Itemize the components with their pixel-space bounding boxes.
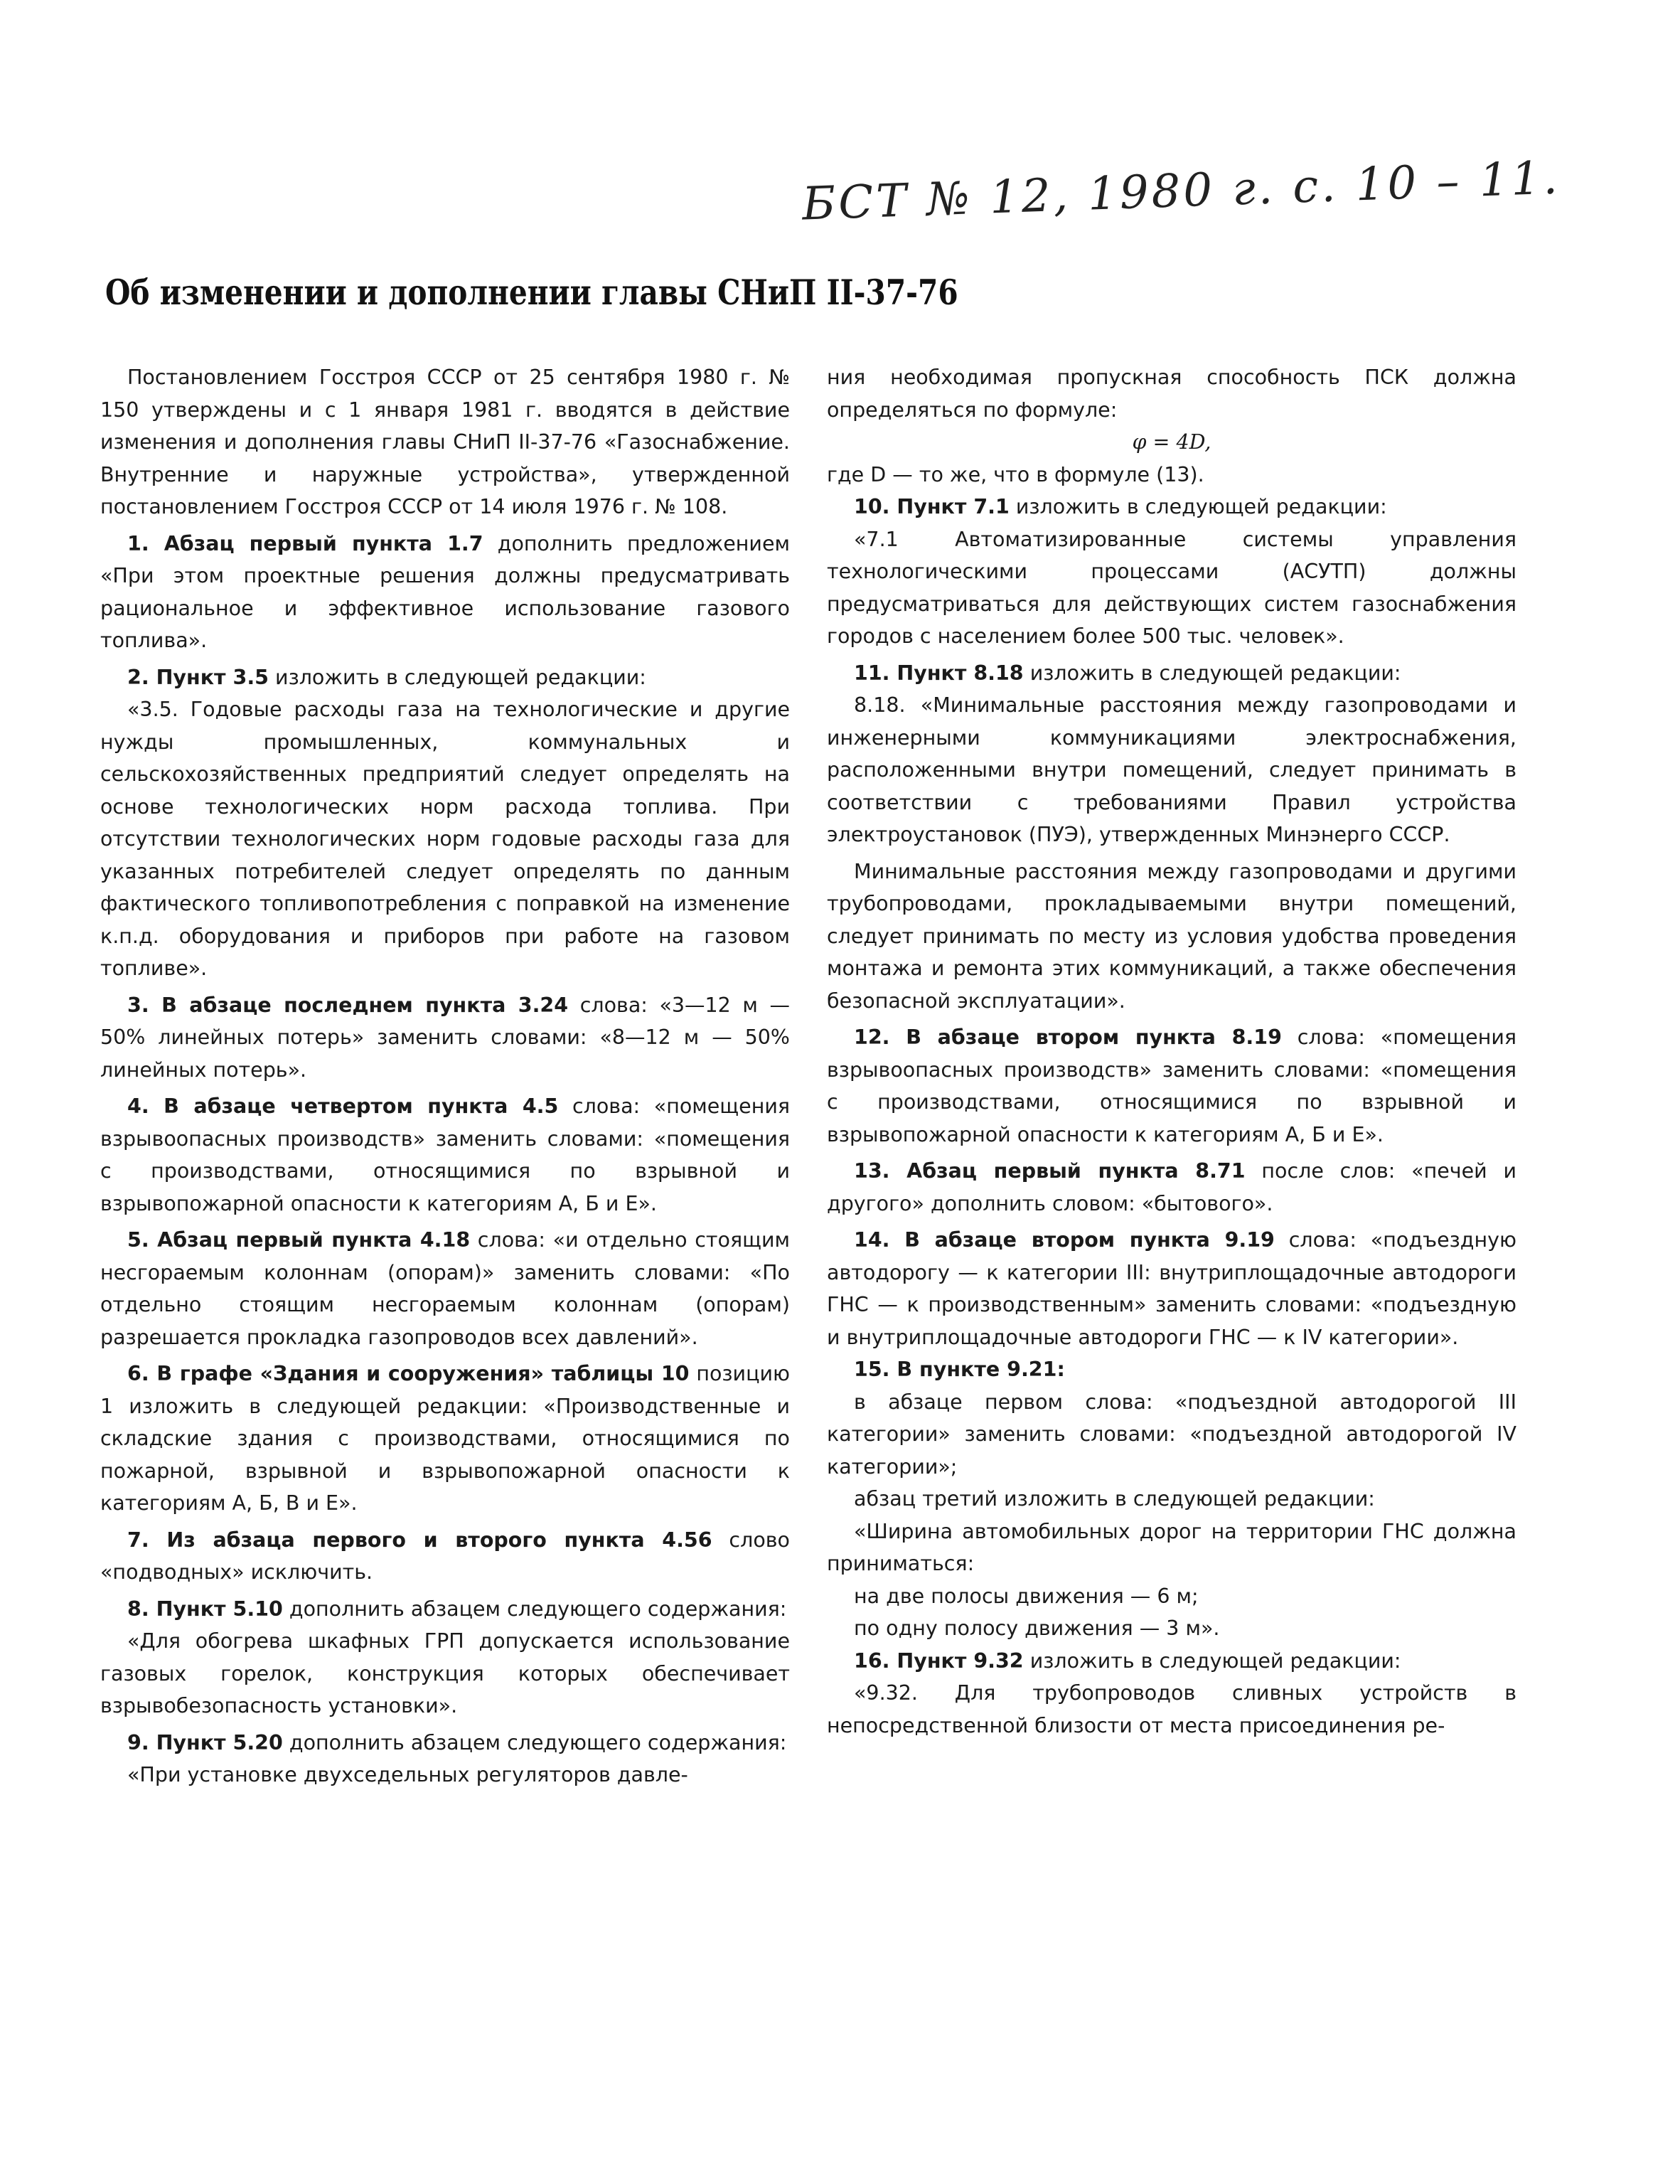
item-11-quote: 8.18. «Минимальные расстояния между газопроводами и инженерными коммуникациями электроснабжения, расположенными внутри помещений, следует принимать в соответствии с требованиями Правил устройства электроустановок (ПУЭ), утвержденных Минэнерго СССР. bbox=[827, 693, 1516, 846]
item-2-quote: «3.5. Годовые расходы газа на технологические и другие нужды промышленных, коммунальных и сельскохозяйственных предприятий следует определять на основе технологических норм расхода топлива. При отсутствии технологических норм годовые расходы газа для указанных потребителей следует определять по данным фактического топливопотребления с поправкой на изменение к.п.д. оборудования и приборов при работе на газовом топливе». bbox=[100, 698, 790, 980]
formula-where: где D — то же, что в формуле (13). bbox=[827, 462, 1204, 486]
item-9-quote: «При установке двухседельных регуляторов давле- bbox=[127, 1763, 688, 1786]
formula: φ = 4D, bbox=[1132, 430, 1211, 454]
item-4 bbox=[100, 1090, 790, 1220]
item-11-text: изложить в следующей редакции: bbox=[1023, 661, 1401, 685]
item-15-heading: 15. В пункте 9.21: bbox=[854, 1358, 1065, 1381]
item-14-heading: 14. В абзаце втором пункта 9.19 bbox=[854, 1228, 1275, 1252]
item-16 bbox=[827, 1645, 1516, 1678]
item-13-text: после слов: «печей и другого» дополнить словом: «бытового». bbox=[827, 1159, 1516, 1215]
handwritten-reference-note: БСТ № 12, 1980 г. с. 10 – 11. bbox=[801, 151, 1561, 231]
item-7-text: слово «подводных» исключить. bbox=[100, 1528, 790, 1584]
item-3-heading: 3. В абзаце последнем пункта 3.24 bbox=[127, 993, 569, 1017]
document-title: Об изменении и дополнении главы СНиП II-37-76 bbox=[105, 272, 958, 313]
item-8 bbox=[100, 1593, 790, 1626]
item-9-text: дополнить абзацем следующего содержания: bbox=[282, 1730, 787, 1754]
right-column bbox=[827, 361, 1516, 1742]
item-4-text: слова: «помещения взрывоопасных производств» заменить словами: «помещения с производствами, относящимися по взрывной и взрывопожарной опасности к категориям А, Б и Е». bbox=[100, 1094, 790, 1215]
item-11 bbox=[827, 657, 1516, 690]
item-10-quote: «7.1 Автоматизированные системы управления технологическими процессами (АСУТП) должны предусматриваться для действующих систем газоснабжения городов с населением более 500 тыс. человек». bbox=[827, 527, 1516, 648]
item-6-text: позицию 1 изложить в следующей редакции: «Производственные и складские здания с производствами, относящимися по пожарной, взрывной и взрывопожарной опасности к категориям А, Б, В и Е». bbox=[100, 1362, 790, 1515]
item-15-a: в абзаце первом слова: «подъездной автодорогой III категории» заменить словами: «подъездной автодорогой IV категории»; bbox=[827, 1390, 1516, 1479]
item-8-heading: 8. Пункт 5.10 bbox=[127, 1597, 283, 1621]
item-6-heading: 6. В графе «Здания и сооружения» таблицы 10 bbox=[127, 1362, 690, 1385]
item-7-heading: 7. Из абзаца первого и второго пункта 4.56 bbox=[127, 1528, 712, 1552]
item-14 bbox=[827, 1224, 1516, 1353]
item-12-text: слова: «помещения взрывоопасных производств» заменить словами: «помещения с производствами, относящимися по взрывной и взрывопожарной опасности к категориям А, Б и Е». bbox=[827, 1026, 1516, 1146]
item-9-heading: 9. Пункт 5.20 bbox=[127, 1730, 283, 1754]
item-15-c: «Ширина автомобильных дорог на территории ГНС должна приниматься: bbox=[827, 1519, 1516, 1575]
item-12 bbox=[827, 1021, 1516, 1151]
item-15-d: на две полосы движения — 6 м; bbox=[854, 1584, 1199, 1608]
item-8-text: дополнить абзацем следующего содержания: bbox=[282, 1597, 787, 1621]
item-16-text: изложить в следующей редакции: bbox=[1023, 1648, 1401, 1673]
item-9 bbox=[100, 1727, 790, 1759]
item-13 bbox=[827, 1155, 1516, 1220]
item-2-text: изложить в следующей редакции: bbox=[268, 665, 646, 689]
item-15-b: абзац третий изложить в следующей редакции: bbox=[854, 1487, 1375, 1511]
item-10-text: изложить в следующей редакции: bbox=[1009, 495, 1387, 518]
item-5-text: слова: «и отдельно стоящим несгораемым колоннам (опорам)» заменить словами: «По отдельно стоящим несгораемым колоннам (опорам) разрешается прокладка газопроводов всех давлений». bbox=[100, 1228, 790, 1349]
item-3-text: слова: «3—12 м — 50% линейных потерь» заменить словами: «8—12 м — 50% линейных потерь». bbox=[100, 993, 790, 1082]
item-4-heading: 4. В абзаце четвертом пункта 4.5 bbox=[127, 1094, 559, 1118]
item-6 bbox=[100, 1358, 790, 1520]
item-7 bbox=[100, 1524, 790, 1589]
item-5 bbox=[100, 1224, 790, 1353]
item-12-heading: 12. В абзаце втором пункта 8.19 bbox=[854, 1026, 1282, 1049]
item-11-quote-2: Минимальные расстояния между газопроводами и другими трубопроводами, прокладываемыми внутри помещений, следует принимать по месту из условия удобства проведения монтажа и ремонта этих коммуникаций, а также обеспечения безопасной эксплуатации». bbox=[827, 859, 1516, 1013]
item-14-text: слова: «подъездную автодорогу — к категории III: внутриплощадочные автодороги ГНС — к производственным» заменить словами: «подъездную и внутриплощадочные автодороги ГНС — к IV категории». bbox=[827, 1228, 1516, 1349]
item-5-heading: 5. Абзац первый пункта 4.18 bbox=[127, 1228, 471, 1252]
item-13-heading: 13. Абзац первый пункта 8.71 bbox=[854, 1159, 1246, 1183]
item-1-heading: 1. Абзац первый пункта 1.7 bbox=[127, 531, 483, 555]
item-15 bbox=[827, 1353, 1516, 1386]
item-1-text: дополнить предложением «При этом проектные решения должны предусматривать рациональное и эффективное использование газового топлива». bbox=[100, 531, 790, 652]
item-10 bbox=[827, 491, 1516, 523]
item-15-e: по одну полосу движения — 3 м». bbox=[854, 1616, 1220, 1640]
item-16-heading: 16. Пункт 9.32 bbox=[854, 1648, 1024, 1673]
item-16-quote: «9.32. Для трубопроводов сливных устройств в непосредственной близости от места присоединения ре- bbox=[827, 1681, 1516, 1737]
item-1 bbox=[100, 528, 790, 657]
item-8-quote: «Для обогрева шкафных ГРП допускается использование газовых горелок, конструкция которых обеспечивает взрывобезопасность установки». bbox=[100, 1629, 790, 1717]
item-11-heading: 11. Пункт 8.18 bbox=[854, 661, 1024, 685]
item-2 bbox=[100, 661, 790, 694]
left-column bbox=[100, 361, 790, 1791]
continuation-paragraph: ния необходимая пропускная способность ПСК должна определяться по формуле: bbox=[827, 366, 1516, 422]
item-2-heading: 2. Пункт 3.5 bbox=[127, 665, 269, 689]
item-10-heading: 10. Пункт 7.1 bbox=[854, 495, 1010, 518]
item-3 bbox=[100, 989, 790, 1087]
intro-paragraph: Постановлением Госстроя СССР от 25 сентября 1980 г. № 150 утверждены и с 1 января 1981 г. вводятся в действие изменения и дополнения главы СНиП II-37-76 «Газоснабжение. Внутренние и наружные устройства», утвержденной постановлением Госстроя СССР от 14 июля 1976 г. № 108. bbox=[100, 366, 790, 518]
